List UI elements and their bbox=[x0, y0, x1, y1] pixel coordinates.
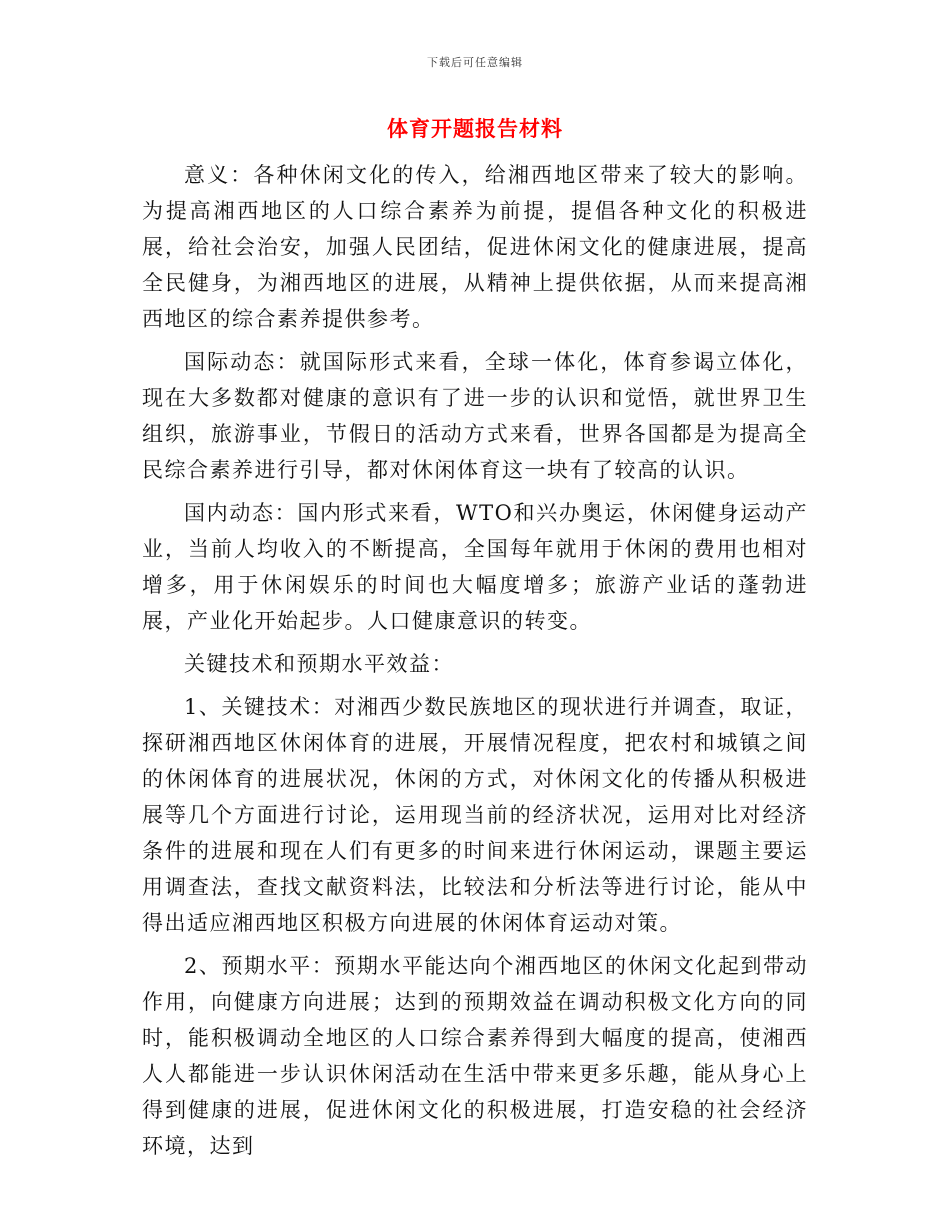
document-body bbox=[142, 157, 808, 1171]
paragraph-key-technology: 1、关键技术：对湘西少数民族地区的现状进行并调查，取证，探研湘西地区休闲体育的进展，开展情况程度，把农村和城镇之间的休闲体育的进展状况，休闲的方式，对休闲文化的传播从积极进展等几个方面进行讨论，运用现当前的经济状况，运用对比对经济条件的进展和现在人们有更多的时间来进行休闲运动，课题主要运用调查法，查找文献资料法，比较法和分析法等进行讨论，能从中得出适应湘西地区积极方向进展的休闲体育运动对策。 bbox=[142, 695, 808, 935]
paragraph-international-trends: 国际动态：就国际形式来看，全球一体化，体育参谒立体化，现在大多数都对健康的意识有了进一步的认识和觉悟，就世界卫生组织，旅游事业，节假日的活动方式来看，世界各国都是为提高全民综合素养进行引导，都对休闲体育这一块有了较高的认识。 bbox=[142, 350, 808, 482]
paragraph-key-tech-heading: 关键技术和预期水平效益： bbox=[184, 652, 454, 676]
header-note: 下载后可任意编辑 bbox=[427, 56, 523, 69]
document-title: 体育开题报告材料 bbox=[387, 116, 563, 141]
paragraph-significance: 意义：各种休闲文化的传入，给湘西地区带来了较大的影响。为提高湘西地区的人口综合素养为前提，提倡各种文化的积极进展，给社会治安，加强人民团结，促进休闲文化的健康进展，提高全民健身，为湘西地区的进展，从精神上提供依据，从而来提高湘西地区的综合素养提供参考。 bbox=[142, 163, 808, 331]
paragraph-expected-level: 2、预期水平：预期水平能达向个湘西地区的休闲文化起到带动作用，向健康方向进展；达到的预期效益在调动积极文化方向的同时，能积极调动全地区的人口综合素养得到大幅度的提高，使湘西人人都能进一步认识休闲活动在生活中带来更多乐趣，能从身心上得到健康的进展，促进休闲文化的积极进展，打造安稳的社会经济环境，达到 bbox=[142, 954, 808, 1158]
paragraph-domestic-trends: 国内动态：国内形式来看，WTO和兴办奥运，休闲健身运动产业，当前人均收入的不断提高，全国每年就用于休闲的费用也相对增多，用于休闲娱乐的时间也大幅度增多；旅游产业话的蓬勃进展，产业化开始起步。人口健康意识的转变。 bbox=[142, 501, 808, 633]
